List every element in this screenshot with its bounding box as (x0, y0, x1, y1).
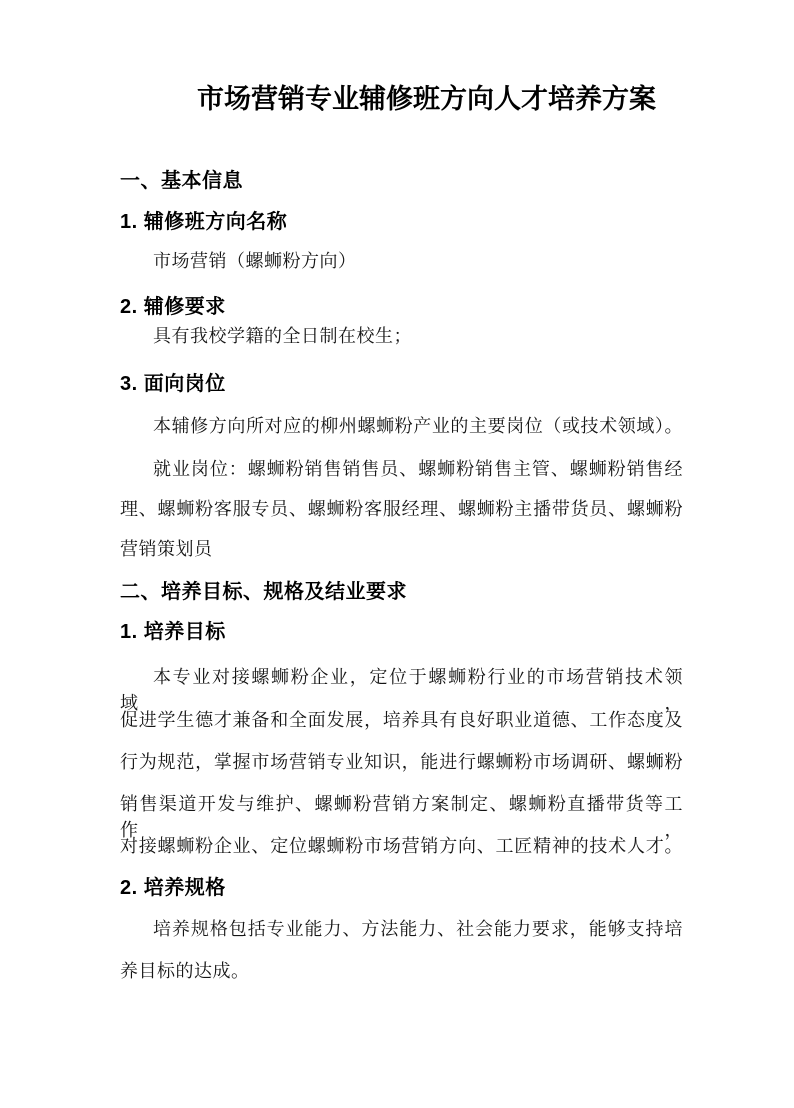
paragraph-line: 销售渠道开发与维护、螺蛳粉营销方案制定、螺蛳粉直播带货等工作， (120, 794, 683, 840)
paragraph-line: 本专业对接螺蛳粉企业，定位于螺蛳粉行业的市场营销技术领域， (120, 667, 683, 713)
paragraph-line: 营销策划员 (120, 539, 213, 559)
subsection-heading-training-objective: 1. 培养目标 (120, 621, 226, 643)
section-heading-basic-info: 一、基本信息 (120, 170, 243, 192)
subsection-heading-target-positions: 3. 面向岗位 (120, 373, 226, 395)
subsection-heading-minor-name: 1. 辅修班方向名称 (120, 211, 288, 233)
subsection-heading-minor-requirements: 2. 辅修要求 (120, 296, 226, 318)
paragraph-line: 理、螺蛳粉客服专员、螺蛳粉客服经理、螺蛳粉主播带货员、螺蛳粉 (120, 499, 683, 519)
paragraph-line: 促进学生德才兼备和全面发展，培养具有良好职业道德、工作态度及 (120, 710, 683, 730)
paragraph-line: 具有我校学籍的全日制在校生； (153, 326, 412, 346)
paragraph-line: 市场营销（螺蛳粉方向） (153, 251, 357, 271)
paragraph-line: 培养规格包括专业能力、方法能力、社会能力要求，能够支持培 (153, 919, 683, 939)
paragraph-line: 养目标的达成。 (120, 961, 250, 981)
paragraph-line: 本辅修方向所对应的柳州螺蛳粉产业的主要岗位（或技术领域）。 (153, 416, 683, 436)
paragraph-line: 行为规范，掌握市场营销专业知识，能进行螺蛳粉市场调研、螺蛳粉 (120, 752, 683, 772)
section-heading-training-goals: 二、培养目标、规格及结业要求 (120, 581, 407, 603)
document-title: 市场营销专业辅修班方向人才培养方案 (197, 84, 656, 114)
subsection-heading-training-specs: 2. 培养规格 (120, 877, 226, 899)
paragraph-line: 对接螺蛳粉企业、定位螺蛳粉市场营销方向、工匠精神的技术人才。 (120, 836, 683, 856)
paragraph-line: 就业岗位：螺蛳粉销售销售员、螺蛳粉销售主管、螺蛳粉销售经 (153, 459, 683, 479)
